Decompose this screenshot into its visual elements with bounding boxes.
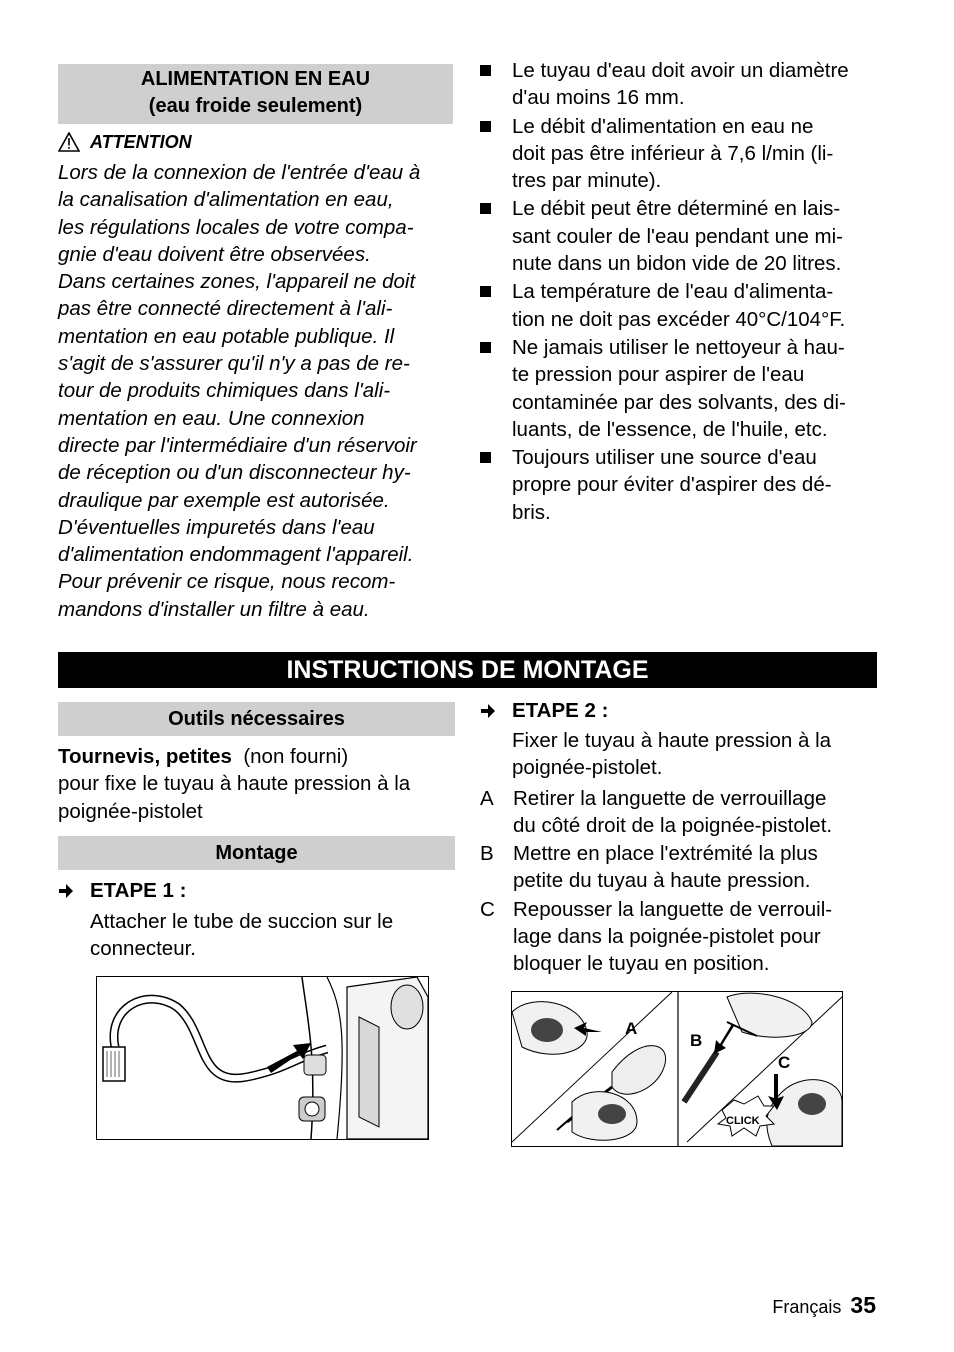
warning-triangle-icon [58,132,80,157]
attention-line: s'agit de s'assurer qu'il n'y a pas de re- [58,352,410,376]
list-item-line: doit pas être inférieur à 7,6 l/min (li- [512,141,834,165]
step-item-line: Retirer la languette de verrouillage [513,786,827,810]
tools-heading: Outils nécessaires [58,702,455,736]
list-item-line: Le débit d'alimentation en eau ne [512,114,814,138]
list-item-line: te pression pour aspirer de l'eau [512,363,805,387]
footer [772,1292,876,1319]
list-item [478,57,888,112]
tool-line [58,743,455,770]
arrow-right-icon [58,877,74,908]
step1-line1: Attacher le tube de succion sur le [90,909,394,933]
list-item-line: propre pour éviter d'aspirer des dé- [512,473,832,497]
attention-line: D'éventuelles impuretés dans l'eau [58,515,375,539]
suction-hose-illustration [97,977,428,1139]
attention-line: mentation en eau potable publique. Il [58,324,395,348]
step1-heading [58,877,455,904]
attention-line: draulique par exemple est autorisée. [58,488,390,512]
list-item-line: tion ne doit pas excéder 40°C/104°F. [512,307,846,331]
list-item-line: contaminée par des solvants, des di- [512,390,846,414]
attention-line: de réception ou d'un disconnecteur hy- [58,461,411,485]
step1-line2: connecteur. [90,937,196,961]
tool-desc-line2: poignée-pistolet [58,799,203,823]
step-item-letter: C [480,897,495,921]
attention-line: mentation en eau. Une connexion [58,406,365,430]
water-supply-heading [58,64,453,124]
list-item-line: La température de l'eau d'alimenta- [512,280,834,304]
water-requirements-list [478,57,888,526]
page-number: 35 [850,1292,876,1318]
footer-language: Français [772,1297,842,1317]
attention-line: la canalisation d'alimentation en eau, [58,188,394,212]
gun-assembly-figure [511,991,843,1147]
section-title-bar [58,652,877,688]
square-bullet-icon [480,65,491,76]
step-item-line: Repousser la languette de verrouil- [513,897,833,921]
list-item-line: Ne jamais utiliser le nettoyeur à hau- [512,335,845,359]
heading-line2: (eau froide seulement) [148,95,363,117]
list-item-line: luants, de l'essence, de l'huile, etc. [512,417,828,441]
step1-block [58,877,455,963]
figure-label-c: C [778,1053,791,1072]
list-item [478,195,888,277]
attention-line: Lors de la connexion de l'entrée d'eau à [58,161,421,184]
square-bullet-icon [480,203,491,214]
section-title: INSTRUCTIONS DE MONTAGE [286,656,649,684]
step-item-letter: B [480,842,494,866]
attention-line: gnie d'eau doivent être observées. [58,242,371,266]
square-bullet-icon [480,121,491,132]
right-bottom-column [480,697,880,979]
step-item-line: du côté droit de la poignée-pistolet. [513,813,833,837]
attention-line: pas être connecté directement à l'ali- [58,297,393,321]
list-item-line: tres par minute). [512,169,662,193]
step2-line2: poignée-pistolet. [512,756,663,780]
list-item-line: d'au moins 16 mm. [512,86,685,110]
step-item-line: lage dans la poignée-pistolet pour [513,925,821,949]
tool-note: (non fourni) [243,745,349,768]
right-top-column [478,57,888,527]
attention-label: ATTENTION [90,132,192,152]
list-item-line: Toujours utiliser une source d'eau [512,446,817,470]
tool-block [58,743,455,825]
tool-desc-line1: pour fixe le tuyau à haute pression à la [58,772,411,796]
figure-label-click: CLICK [726,1115,760,1127]
attention-line: mandons d'installer un filtre à eau. [58,597,370,621]
step2-title: ETAPE 2 : [512,699,609,722]
step-item-line: petite du tuyau à haute pression. [513,869,811,893]
list-item-line: Le débit peut être déterminé en lais- [512,197,841,221]
attention-line: Pour prévenir ce risque, nous recom- [58,570,396,594]
step-item-letter: A [480,786,494,810]
tool-name: Tournevis, petites [58,745,232,768]
attention-line: les régulations locales de votre compa- [58,215,414,239]
step-item [480,840,880,895]
step2-heading [480,697,880,724]
figure-label-a: A [625,1019,638,1038]
step-item [480,896,880,978]
step-item-line: bloquer le tuyau en position. [513,952,770,976]
list-item [478,334,888,443]
step2-items-list [480,785,880,978]
attention-row [58,130,453,156]
step-item [480,785,880,840]
left-top-column [58,64,453,623]
list-item [478,113,888,195]
square-bullet-icon [480,342,491,353]
gun-assembly-illustration [512,992,842,1146]
heading-line1: ALIMENTATION EN EAU [140,68,371,90]
attention-line: d'alimentation endommagent l'appareil. [58,543,414,567]
step2-line1: Fixer le tuyau à haute pression à la [512,729,832,752]
step1-title: ETAPE 1 : [90,878,187,902]
square-bullet-icon [480,452,491,463]
list-item [478,444,888,526]
attention-text [58,159,453,623]
figure-label-b: B [690,1031,703,1050]
arrow-right-icon [480,697,496,728]
list-item-line: Le tuyau d'eau doit avoir un diamètre [512,59,849,82]
square-bullet-icon [480,286,491,297]
attention-line: Dans certaines zones, l'appareil ne doit [58,270,416,294]
suction-hose-figure [96,976,429,1140]
left-bottom-column [58,702,455,962]
attention-line: directe par l'intermédiaire d'un réservoir [58,433,417,457]
list-item-line: bris. [512,500,551,524]
list-item [478,278,888,333]
list-item-line: sant couler de l'eau pendant une mi- [512,224,843,248]
attention-line: tour de produits chimiques dans l'ali- [58,379,391,403]
montage-heading: Montage [58,836,455,870]
step-item-line: Mettre en place l'extrémité la plus [513,842,818,866]
list-item-line: nute dans un bidon vide de 20 litres. [512,252,842,276]
